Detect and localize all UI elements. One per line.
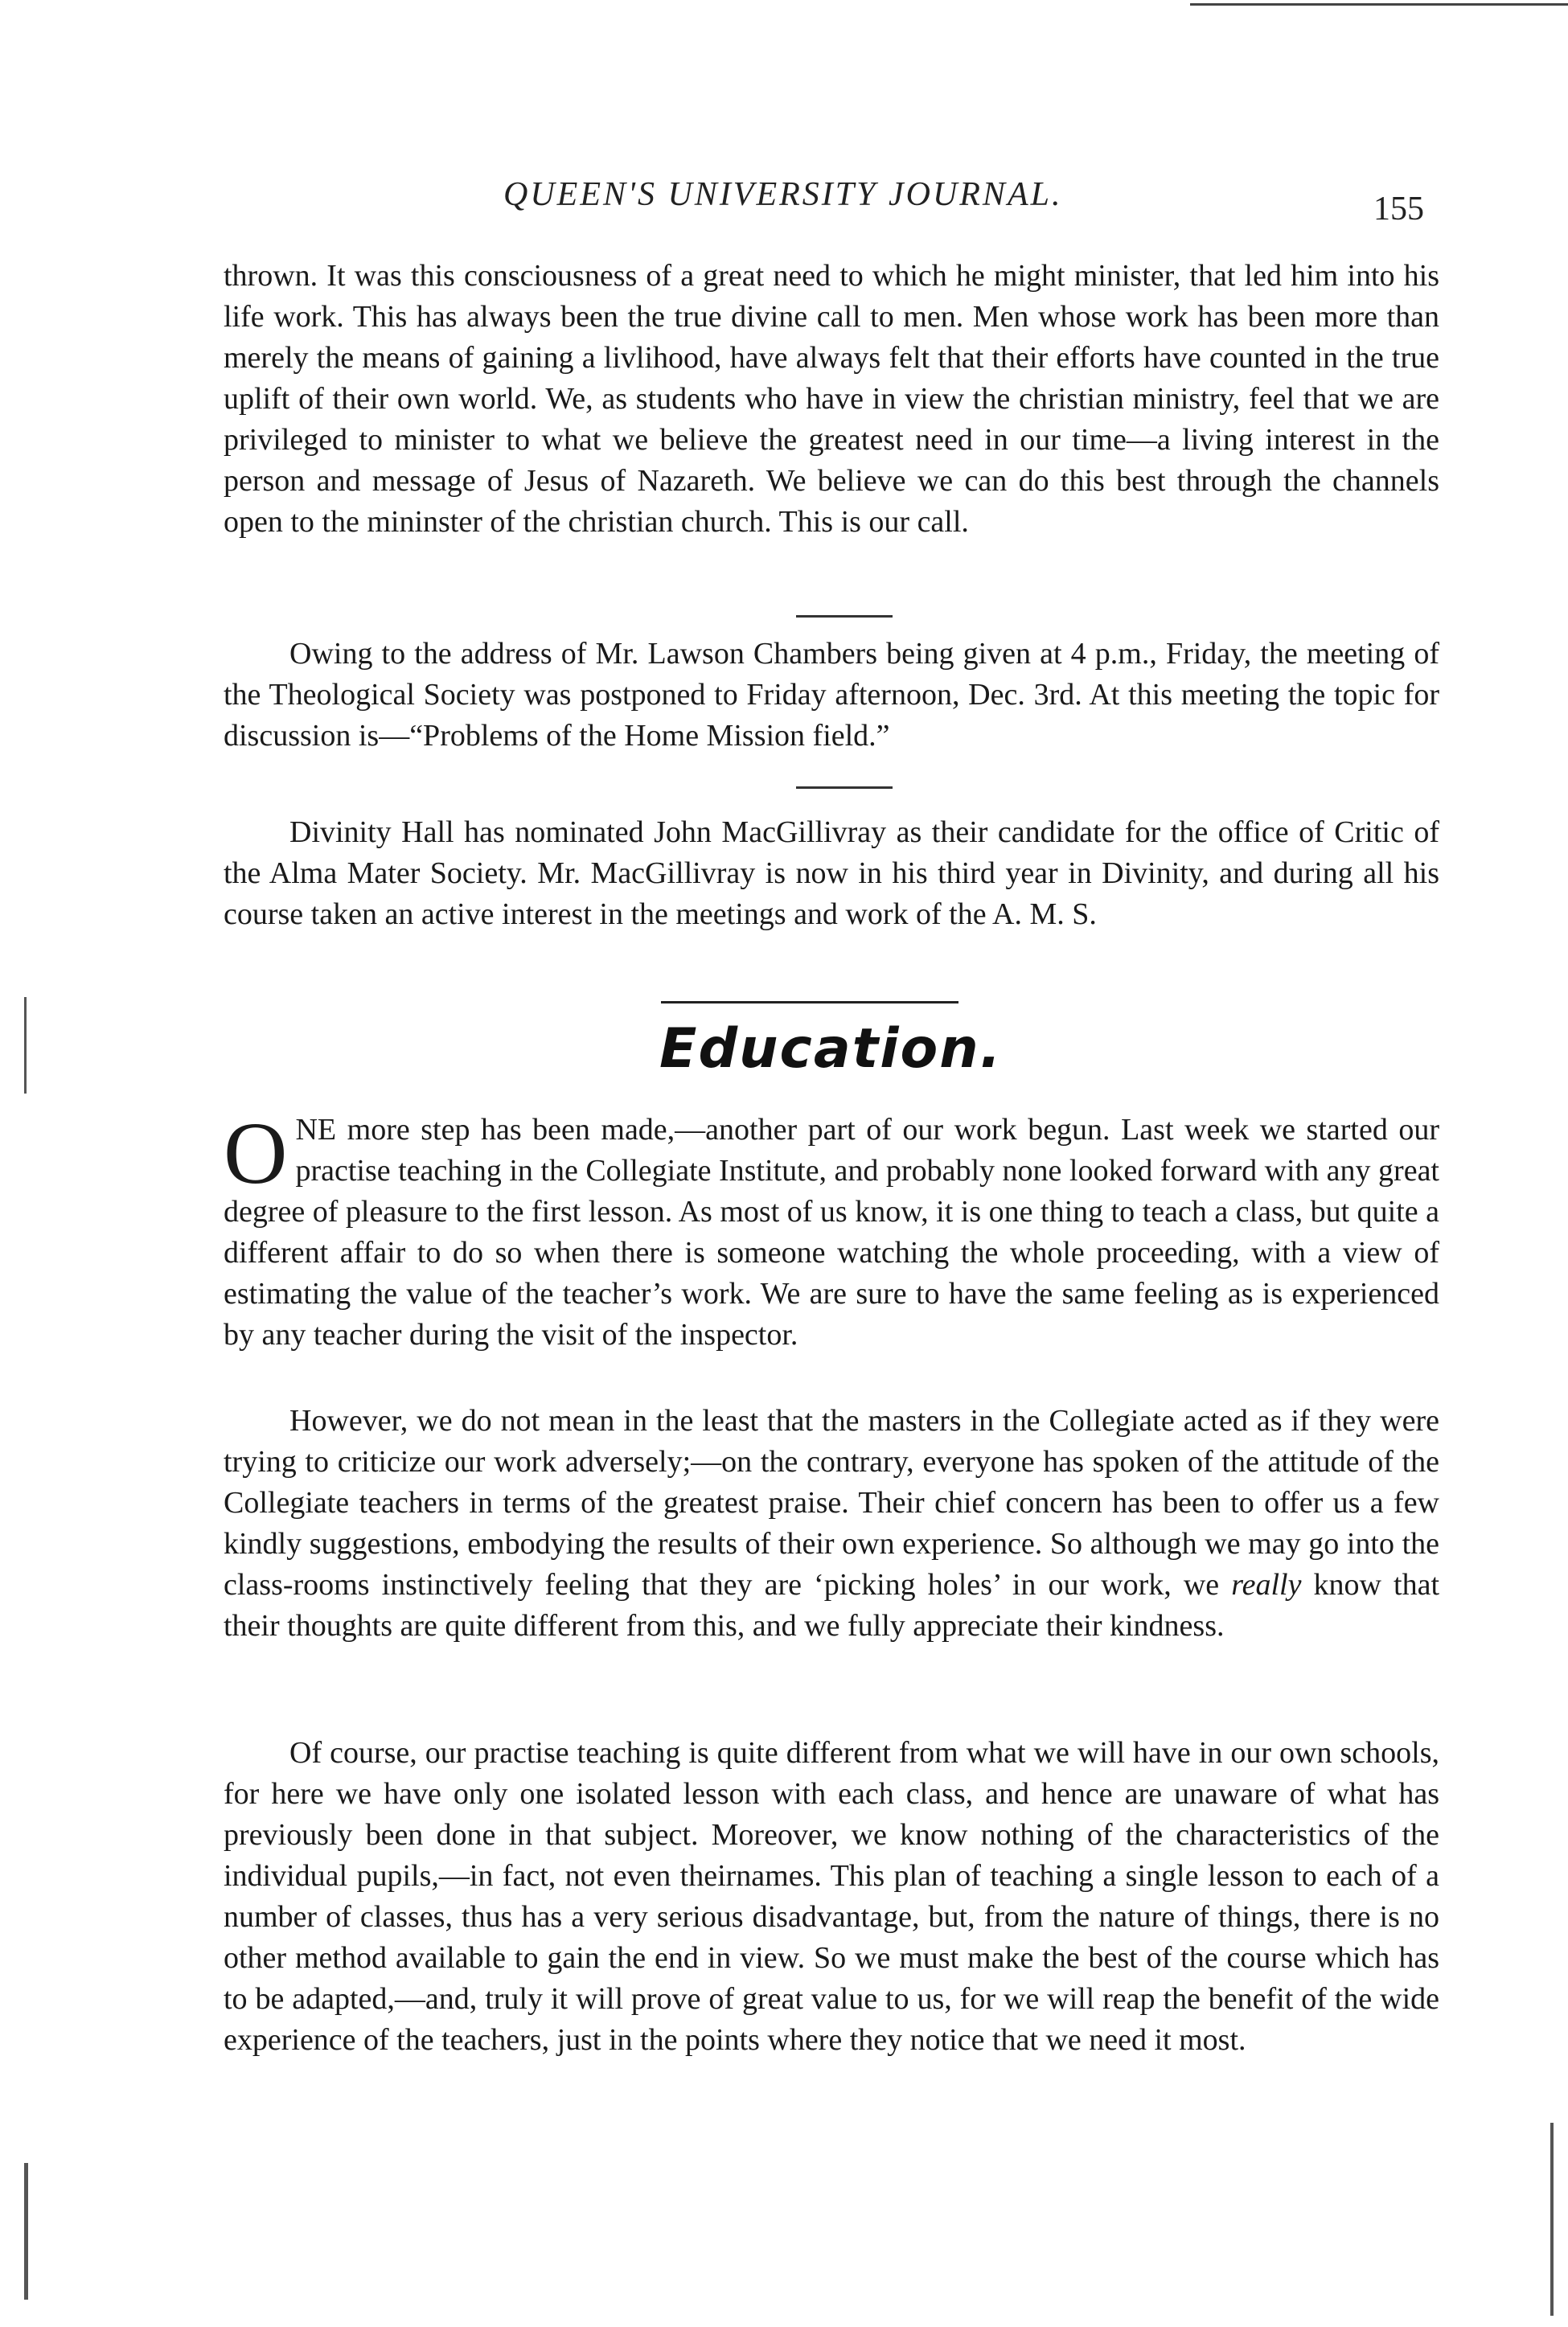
paragraph-text: Of course, our practise teaching is quite different from what we will have in our own schools, for here we have only one isolated lesson with each class, and hence are unaware of what has previously been done in that subject. Moreover, we know nothing of the characteristics of the individual pupils,—in fact, not even theirnames. This plan of teaching a single lesson to each of a number of classes, thus has a very serious disadvantage, but, from the nature of things, there is no other method available to gain the end in view. So we must make the best of the course which has to be adapted,—and, truly it will prove of great value to us, for we will reap the benefit of the wide experience of the teachers, just in the points where they notice that we need it most.	[224, 1736, 1439, 2057]
right-margin-mark	[1550, 2123, 1554, 2316]
separator-rule	[796, 615, 893, 618]
paragraph-text: Divinity Hall has nominated John MacGillivray as their candidate for the office of Critic of the Alma Mater Society. Mr. MacGillivray is now in his third year in Divinity, and during all his course taken an active interest in the meetings and work of the A. M. S.	[224, 815, 1439, 931]
education-paragraph-1	[224, 1104, 1440, 1356]
divinity-paragraph-2	[224, 634, 1439, 757]
section-divider	[661, 1001, 958, 1003]
paragraph-body: know that their thoughts are quite different from this, and we fully appreciate their kindness.	[224, 1568, 1439, 1643]
running-title: QUEEN'S UNIVERSITY JOURNAL.	[503, 176, 1063, 213]
paragraph-text	[224, 1104, 1440, 1356]
divinity-paragraph-3	[224, 812, 1439, 935]
drop-cap: O	[224, 1104, 288, 1202]
page-number: 155	[1373, 191, 1424, 228]
divinity-paragraph-1	[224, 256, 1439, 543]
separator-rule	[796, 786, 893, 789]
top-edge-rule	[1190, 3, 1568, 6]
emphasis-text: really	[1231, 1568, 1302, 1602]
paragraph-text	[224, 1401, 1439, 1647]
education-paragraph-3	[224, 1733, 1439, 2061]
education-paragraph-2	[224, 1401, 1439, 1647]
lead-word: NE	[295, 1113, 337, 1147]
left-margin-mark	[24, 2163, 28, 2300]
paragraph-body: However, we do not mean in the least that the masters in the Collegiate acted as if they were trying to criticize our work adversely;—on the contrary, everyone has spoken of the attitude of the Collegiate teachers in terms of the greatest praise. Their chief concern has been to offer us a few kindly suggestions, embodying the results of their own experience. So although we may go into the class-rooms instinctively feeling that they are ‘picking holes’ in our work, we	[224, 1404, 1439, 1602]
paragraph-text: Owing to the address of Mr. Lawson Chambers being given at 4 p.m., Friday, the meeting of the Theological Society was postponed to Friday afternoon, Dec. 3rd. At this meeting the topic for discussion is—“Problems of the Home Mission field.”	[224, 637, 1439, 753]
left-margin-mark	[24, 997, 27, 1094]
paragraph-text: thrown. It was this consciousness of a great need to which he might minister, that led him into his life work. This has always been the true divine call to men. Men whose work has been more than merely the means of gaining a livlihood, have always felt that their efforts have counted in the true uplift of their own world. We, as students who have in view the christian ministry, feel that we are privileged to minister to what we believe the greatest need in our time—a living interest in the person and message of Jesus of Nazareth. We believe we can do this best through the channels open to the mininster of the christian church. This is our call.	[224, 259, 1439, 539]
paragraph-body: more step has been made,—another part of our work begun. Last week we started our practise teaching in the Collegiate Institute, and probably none looked forward with any great degree of pleasure to the first lesson. As most of us know, it is one thing to teach a class, but quite a different affair to do so when there is someone watching the whole proceeding, with a view of estimating the value of the teacher’s work. We are sure to have the same feeling as is experienced by any teacher during the visit of the inspector.	[224, 1113, 1440, 1352]
section-title: Education.	[659, 1017, 1003, 1081]
